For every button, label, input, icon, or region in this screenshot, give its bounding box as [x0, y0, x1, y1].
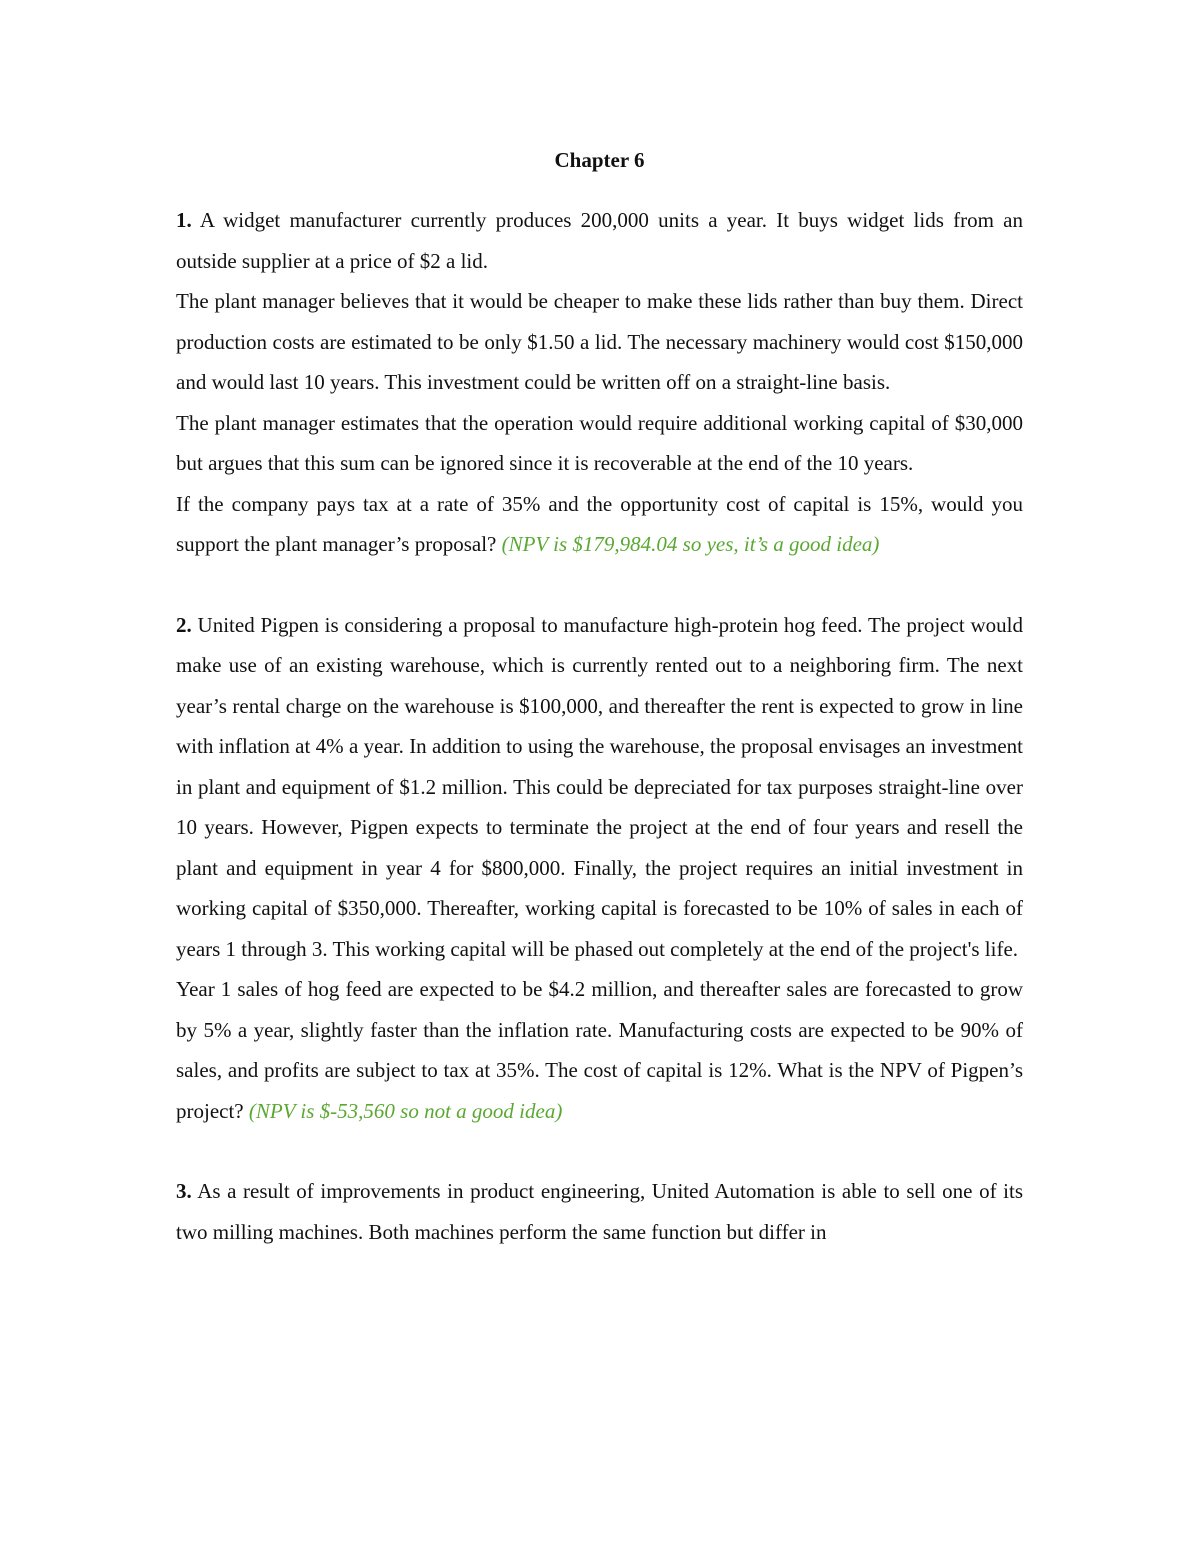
page-title: Chapter 6: [554, 148, 645, 172]
question-2-intro: [176, 605, 1023, 970]
question-3-intro: [176, 1171, 1023, 1252]
question-number: 1.: [176, 208, 192, 232]
question-2: [176, 605, 1023, 1132]
spacer: [176, 1131, 1023, 1171]
question-1-paragraph-4: [176, 484, 1023, 565]
question-text: United Pigpen is considering a proposal to manufacture high-protein hog feed. The project would make use of an existing warehouse, which is currently rented out to a neighboring firm. The next year’s rental charge on the warehouse is $100,000, and thereafter the rent is expected to grow in line with inflation at 4% a year. In addition to using the warehouse, the proposal envisages an investment in plant and equipment of $1.2 million. This could be depreciated for tax purposes straight-line over 10 years. However, Pigpen expects to terminate the project at the end of four years and resell the plant and equipment in year 4 for $800,000. Finally, the project requires an initial investment in working capital of $350,000. Thereafter, working capital is forecasted to be 10% of sales in each of years 1 through 3. This working capital will be phased out completely at the end of the project's life.: [176, 612, 1024, 961]
question-text: If the company pays tax at a rate of 35% and the opportunity cost of capital is 15%, would you support the plant manager’s proposal?: [176, 491, 1023, 556]
document-body: [176, 140, 1023, 1252]
question-3: [176, 1171, 1023, 1252]
question-1-paragraph-2: The plant manager believes that it would be cheaper to make these lids rather than buy them. Direct production costs are estimated to be only $1.50 a lid. The necessary machinery would cost $150,000 and would last 10 years. This investment could be written off on a straight-line basis.: [176, 289, 1023, 394]
spacer: [176, 565, 1023, 605]
question-number: 2.: [176, 612, 192, 637]
question-1-paragraph-3: The plant manager estimates that the operation would require additional working capital of $30,000 but argues that this sum can be ignored since it is recoverable at the end of the 10 years.: [176, 410, 1023, 475]
question-1-intro: [176, 200, 1023, 281]
answer-note: (NPV is $-53,560 so not a good idea): [248, 1098, 563, 1123]
question-1: [176, 200, 1023, 565]
question-text: Year 1 sales of hog feed are expected to be $4.2 million, and thereafter sales are forecasted to grow by 5% a year, slightly faster than the inflation rate. Manufacturing costs are expected to be 90% of sales, and profits are subject to tax at 35%. The cost of capital is 12%. What is the NPV of Pigpen’s project?: [176, 977, 1023, 1123]
question-text: As a result of improvements in product engineering, United Automation is able to sell one of its two milling machines. Both machines perform the same function but differ in: [176, 1179, 1024, 1244]
question-text: A widget manufacturer currently produces 200,000 units a year. It buys widget lids from an outside supplier at a price of $2 a lid.: [176, 208, 1023, 273]
answer-note: (NPV is $179,984.04 so yes, it’s a good idea): [501, 532, 880, 556]
question-2-paragraph-2: [176, 969, 1023, 1131]
question-number: 3.: [176, 1179, 192, 1203]
